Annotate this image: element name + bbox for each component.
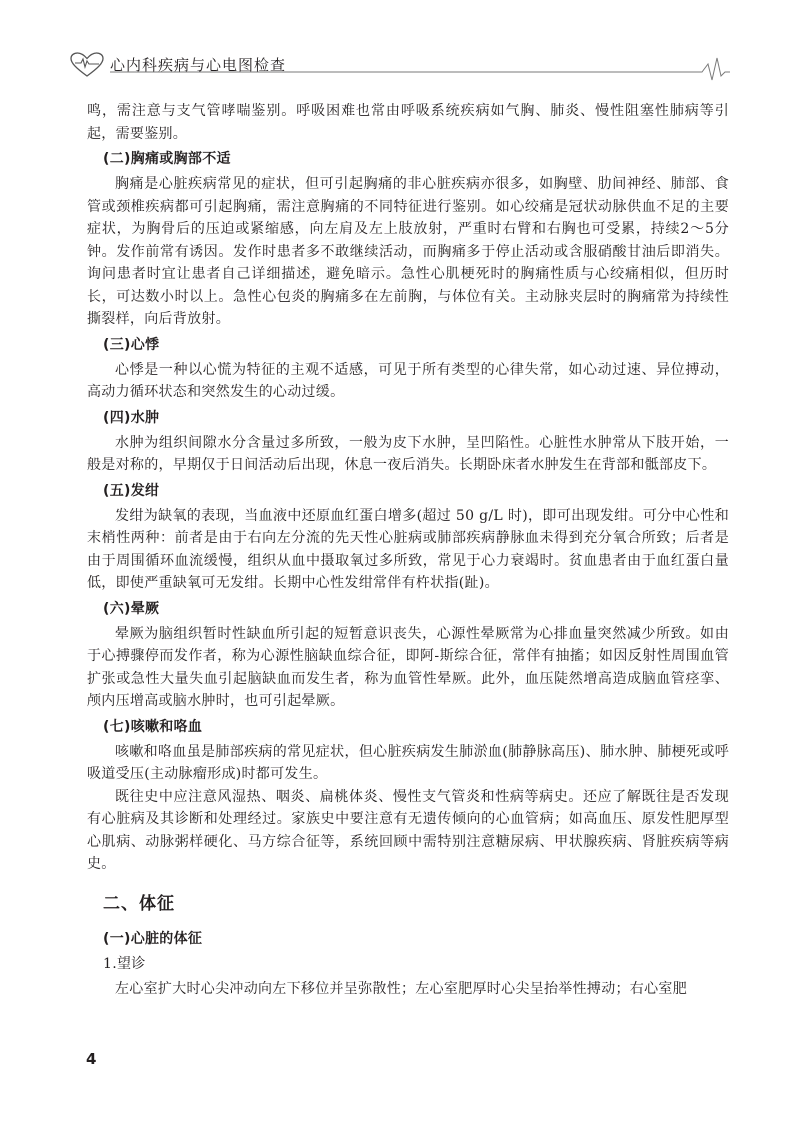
body-paragraph: 左心室扩大时心尖冲动向左下移位并呈弥散性；左心室肥厚时心尖呈抬举性搏动；右心室肥 bbox=[115, 980, 687, 997]
body-paragraph: 晕厥为脑组织暂时性缺血所引起的短暂意识丧失，心源性晕厥常为心排血量突然减少所致。如由于心搏骤停而发作者，称为心源性脑缺血综合征，即阿-斯综合征，常伴有抽搐；如因反射性周围血管扩张或急性大量失血引起脑缺血而发生者，称为血管性晕厥。此外，血压陡然增高造成脑血管痉挛、颅内压增高或脑水肿时，也可引起晕厥。 bbox=[87, 625, 729, 709]
body-paragraph: 心悸是一种以心慌为特征的主观不适感，可见于所有类型的心律失常，如心动过速、异位搏动，高动力循环状态和突然发生的心动过缓。 bbox=[87, 361, 729, 400]
header-title: 心内科疾病与心电图检查 bbox=[110, 56, 287, 74]
body-paragraph: 鸣，需注意与支气管哮喘鉴别。呼吸困难也常由呼吸系统疾病如气胸、肺炎、慢性阻塞性肺病等引起，需要鉴别。 bbox=[87, 103, 729, 142]
numbered-subheading: 1.望诊 bbox=[103, 956, 146, 972]
subsection-heading: (五)发绀 bbox=[103, 482, 160, 499]
heart-pulse-icon bbox=[70, 52, 104, 78]
subsection-heading: (三)心悸 bbox=[103, 336, 160, 353]
body-paragraph: 胸痛是心脏疾病常见的症状，但可引起胸痛的非心脏疾病亦很多，如胸壁、肋间神经、肺部、食管或颈椎疾病都可引起胸痛，需注意胸痛的不同特征进行鉴别。如心绞痛是冠状动脉供血不足的主要症状，为胸骨后的压迫或紧缩感，向左肩及左上肢放射，严重时右臂和右胸也可受累，持续2～5分钟。发作前常有诱因。发作时患者多不敢继续活动，而胸痛多于停止活动或含服硝酸甘油后即消失。询问患者时宜让患者自己详细描述，避免暗示。急性心肌梗死时的胸痛性质与心绞痛相似，但历时长，可达数小时以上。急性心包炎的胸痛多在左前胸，与体位有关。主动脉夹层时的胸痛常为持续性撕裂样，向后背放射。 bbox=[87, 176, 729, 327]
subsection-heading: (四)水肿 bbox=[103, 409, 160, 426]
body-paragraph: 咳嗽和咯血虽是肺部疾病的常见症状，但心脏疾病发生肺淤血(肺静脉高压)、肺水肿、肺梗死或呼吸道受压(主动脉瘤形成)时都可发生。 bbox=[87, 743, 729, 782]
subsection-heading: (一)心脏的体征 bbox=[103, 931, 203, 947]
body-paragraph: 水肿为组织间隙水分含量过多所致，一般为皮下水肿，呈凹陷性。心脏性水肿常从下肢开始，一般是对称的，早期仅于日间活动后出现，休息一夜后消失。长期卧床者水肿发生在背部和骶部皮下。 bbox=[87, 434, 729, 473]
subsection-heading: (七)咳嗽和咯血 bbox=[103, 718, 203, 735]
running-header bbox=[70, 50, 730, 80]
page-body bbox=[87, 100, 729, 1000]
body-paragraph: 既往史中应注意风湿热、咽炎、扁桃体炎、慢性支气管炎和性病等病史。还应了解既往是否发现有心脏病及其诊断和处理经过。家族史中要注意有无遗传倾向的心血管病；如高血压、原发性肥厚型心肌病、动脉粥样硬化、马方综合征等，系统回顾中需特别注意糖尿病、甲状腺疾病、肾脏疾病等病史。 bbox=[87, 788, 729, 872]
section-heading: 二、体征 bbox=[103, 893, 175, 914]
subsection-heading: (六)晕厥 bbox=[103, 600, 160, 617]
subsection-heading: (二)胸痛或胸部不适 bbox=[103, 151, 231, 167]
page-number: 4 bbox=[86, 1050, 97, 1068]
body-paragraph: 发绀为缺氧的表现，当血液中还原血红蛋白增多(超过 50 g/L 时)，即可出现发绀。可分中心性和末梢性两种：前者是由于右向左分流的先天性心脏病或肺部疾病静脉血未得到充分氧合所致；后者是由于周围循环血流缓慢，组织从血中摄取氧过多所致，常见于心力衰竭时。贫血患者由于血红蛋白量低，即使严重缺氧可无发绀。长期中心性发绀常伴有杵状指(趾)。 bbox=[87, 507, 729, 591]
